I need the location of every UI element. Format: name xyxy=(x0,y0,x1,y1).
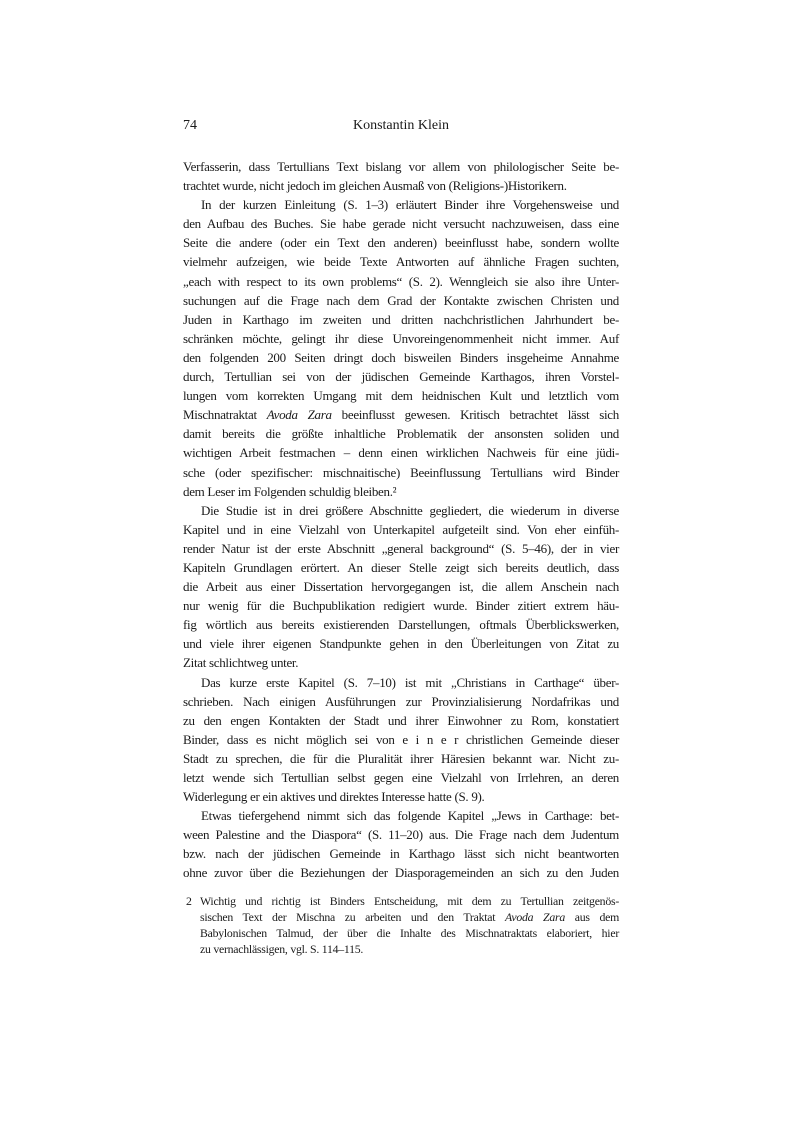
text-column xyxy=(183,157,619,957)
text-line: schrieben. Nach einigen Ausführungen zur Provinzialisierung Nordafrikas und xyxy=(183,693,619,709)
body-text xyxy=(183,157,619,883)
text-line: schränken möchte, gelingt ihr diese Unvoreingenommenheit nicht immer. Auf xyxy=(183,330,619,346)
text-line: Seite die andere (oder ein Text den anderen) beeinflusst habe, sondern wollte xyxy=(183,235,619,251)
text-line: Die Studie ist in drei größere Abschnitte gegliedert, die wiederum in diverse xyxy=(201,502,619,518)
paragraph xyxy=(183,501,619,673)
footnote-text xyxy=(200,893,619,957)
page-header xyxy=(183,118,619,138)
text-line: Zitat schlichtweg unter. xyxy=(183,655,299,671)
text-line: Binder, dass es nicht möglich sei von e i n e r christlichen Gemeinde dieser xyxy=(183,731,619,747)
text-line: Juden in Karthago im zweiten und dritten nachchristlichen Jahrhundert be- xyxy=(183,311,619,327)
text-line: In der kurzen Einleitung (S. 1–3) erläutert Binder ihre Vorgehensweise und xyxy=(201,197,619,213)
paragraph xyxy=(183,806,619,882)
text-line: den Aufbau des Buches. Sie habe gerade nicht versucht nachzuweisen, dass eine xyxy=(183,216,619,232)
text-line: „each with respect to its own problems“ (S. 2). Wenngleich sie also ihre Unter- xyxy=(183,273,619,289)
text-line: vielmehr aufzeigen, wie beide Texte Antworten auf ähnliche Fragen suchten, xyxy=(183,254,619,270)
italic-title: Avoda Zara xyxy=(266,407,332,423)
paragraph xyxy=(183,157,619,195)
text-line: bzw. nach der jüdischen Gemeinde in Karthago lässt sich nicht beantworten xyxy=(183,846,619,862)
footnote-line: sischen Text der Mischna zu arbeiten und den Traktat Avoda Zara aus dem xyxy=(200,909,620,924)
footnote-line: Babylonischen Talmud, der über die Inhalte des Mischnatraktats elaboriert, hier xyxy=(200,925,619,940)
text-line: Verfasserin, dass Tertullians Text bislang vor allem von philologischer Seite be- xyxy=(183,159,619,174)
text-line: die Arbeit aus einer Dissertation hervorgegangen ist, die allem Anschein nach xyxy=(183,579,619,595)
italic-title: Avoda Zara xyxy=(505,909,565,924)
text-line: wichtigen Arbeit festmachen – denn einen wirklichen Nachweis für eine jüdi- xyxy=(183,445,619,461)
footnote-number: 2 xyxy=(186,893,192,908)
text-line: Kapitel und in eine Vielzahl von Unterkapitel aufgeteilt sind. Von eher einfüh- xyxy=(183,521,619,537)
running-title: Konstantin Klein xyxy=(352,118,450,133)
text-line: und viele ihrer eigenen Standpunkte gehen in den Überleitungen von Zitat zu xyxy=(183,636,619,652)
text-line: fig wörtlich aus bereits existierenden Darstellungen, oftmals Überblickswerken, xyxy=(183,617,619,633)
text-line: render Natur ist der erste Abschnitt „general background“ (S. 5–46), der in vier xyxy=(183,540,619,556)
text-line: suchungen auf die Frage nach dem Grad der Kontakte zwischen Christen und xyxy=(183,292,619,308)
text-line: dem Leser im Folgenden schuldig bleiben.² xyxy=(183,483,397,499)
text-line: Etwas tiefergehend nimmt sich das folgende Kapitel „Jews in Carthage: bet- xyxy=(201,808,619,824)
text-line: Stadt zu sprechen, die für die Pluralität ihrer Häresien bekannt war. Nicht zu- xyxy=(183,750,619,766)
footnote xyxy=(183,893,619,957)
text-line: Widerlegung er ein aktives und direktes Interesse hatte (S. 9). xyxy=(183,789,485,805)
text-line: ohne zuvor über die Beziehungen der Diasporagemeinden an sich zu den Juden xyxy=(183,865,619,881)
text-line: durch, Tertullian sei von der jüdischen Gemeinde Karthagos, ihren Vorstel- xyxy=(183,369,619,385)
text-line: letzt wende sich Tertullian selbst gegen eine Vielzahl von Irrlehren, an deren xyxy=(183,770,619,785)
footnote-line: Wichtig und richtig ist Binders Entscheidung, mit dem zu Tertullian zeitgenös- xyxy=(200,893,619,908)
paragraph xyxy=(183,195,619,501)
text-line: Mischnatraktat Avoda Zara beeinflusst gewesen. Kritisch betrachtet lässt sich xyxy=(183,407,619,423)
text-line: ween Palestine and the Diaspora“ (S. 11–20) aus. Die Frage nach dem Judentum xyxy=(183,827,619,843)
text-line: damit bereits die größte inhaltliche Problematik der ansonsten soliden und xyxy=(183,426,619,442)
text-line: zu den engen Kontakten der Stadt und ihrer Einwohner zu Rom, konstatiert xyxy=(183,712,619,728)
text-line: den folgenden 200 Seiten dringt doch bisweilen Binders insgeheime Annahme xyxy=(183,349,619,365)
text-line: trachtet wurde, nicht jedoch im gleichen Ausmaß von (Religions-)Historikern. xyxy=(183,178,567,194)
footnote-line: zu vernachlässigen, vgl. S. 114–115. xyxy=(200,941,364,956)
text-line: sche (oder spezifischer: mischnaitische) Beeinflussung Tertullians wird Binder xyxy=(183,464,619,480)
text-line: Kapiteln Grundlagen erörtert. An dieser Stelle zeigt sich bereits deutlich, dass xyxy=(183,559,619,575)
text-line: lungen vom korrekten Umgang mit dem heidnischen Kult und letztlich vom xyxy=(183,388,619,404)
text-line: nur wenig für die Buchpublikation redigiert wurde. Binder zitiert extrem häu- xyxy=(183,598,619,614)
paragraph xyxy=(183,673,619,807)
page-number: 74 xyxy=(183,118,197,133)
text-line: Das kurze erste Kapitel (S. 7–10) ist mit „Christians in Carthage“ über- xyxy=(201,674,619,690)
